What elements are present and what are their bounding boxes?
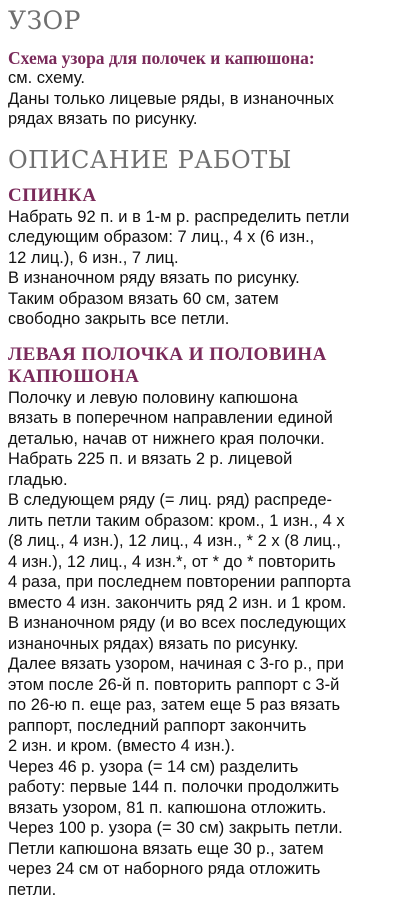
text-line: Полочку и левую половину капюшона bbox=[8, 388, 298, 407]
text-line: Через 46 р. узора (= 14 см) разделить bbox=[8, 757, 299, 776]
section-title-line: КАПЮШОНА bbox=[8, 365, 140, 387]
text-line: рядах вязать по рисунку. bbox=[8, 110, 198, 128]
text-line: Далее вязать узором, начиная с 3-го р., при bbox=[8, 655, 344, 673]
text-line: вязать в поперечном направлении единой bbox=[8, 409, 333, 427]
text-line: см. схему. bbox=[8, 69, 85, 87]
text-line: гладью. bbox=[8, 470, 68, 489]
text-line: В следующем ряду (= лиц. ряд) распреде- bbox=[8, 491, 333, 509]
text-line: деталью, начав от нижнего края полочки. bbox=[8, 429, 325, 448]
text-line: по 26-ю п. еще раз, затем еще 5 раз вязать bbox=[8, 696, 341, 714]
text-line: раппорт, последний раппорт закончить bbox=[8, 716, 307, 735]
text-line: 4 изн.), 12 лиц., 4 изн.*, от * до * повторить bbox=[8, 552, 336, 571]
pattern-heading: УЗОР bbox=[8, 6, 81, 35]
text-line: изнаночных рядах) вязать по рисунку. bbox=[8, 634, 299, 653]
text-line: В изнаночном ряду (и во всех последующих bbox=[8, 614, 347, 632]
text-line: Петли капюшона вязать еще 30 р., затем bbox=[8, 839, 324, 858]
text-line: вязать узором, 81 п. капюшона отложить. bbox=[8, 798, 327, 817]
text-line: вместо 4 изн. закончить ряд 2 изн. и 1 кром. bbox=[8, 593, 347, 612]
text-line: Таким образом вязать 60 см, затем bbox=[8, 289, 279, 308]
section-title-line: ЛЕВАЯ ПОЛОЧКА И ПОЛОВИНА bbox=[8, 343, 327, 365]
text-line: (8 лиц., 4 изн.), 12 лиц., 4 изн., * 2 х (8 лиц., bbox=[8, 532, 341, 550]
left-front-section-title bbox=[8, 344, 412, 388]
text-line: следующим образом: 7 лиц., 4 х (6 изн., bbox=[8, 228, 315, 246]
text-line: 2 изн. и кром. (вместо 4 изн.). bbox=[8, 737, 236, 755]
back-section-text bbox=[8, 207, 412, 330]
text-line: Набрать 92 п. и в 1-м р. распределить петли bbox=[8, 207, 350, 226]
text-line: через 24 см от наборного ряда отложить bbox=[8, 860, 321, 878]
text-line: этом после 26-й п. повторить раппорт с 3-й bbox=[8, 675, 340, 694]
text-line: работу: первые 144 п. полочки продолжить bbox=[8, 778, 340, 796]
text-line: Даны только лицевые ряды, в изнаночных bbox=[8, 89, 334, 108]
description-heading: ОПИСАНИЕ РАБОТЫ bbox=[8, 145, 292, 174]
text-line: В изнаночном ряду вязать по рисунку. bbox=[8, 269, 300, 287]
text-line: Набрать 225 п. и вязать 2 р. лицевой bbox=[8, 450, 293, 468]
text-line: лить петли таким образом: кром., 1 изн., 4 х bbox=[8, 511, 345, 530]
text-line: Через 100 р. узора (= 30 см) закрыть петли. bbox=[8, 819, 343, 837]
text-line: 4 раза, при последнем повторении раппорта bbox=[8, 573, 351, 591]
back-section-title: СПИНКА bbox=[8, 184, 97, 206]
text-line: петли. bbox=[8, 880, 57, 899]
left-front-section-text bbox=[8, 388, 412, 901]
text-line: 12 лиц.), 6 изн., 7 лиц. bbox=[8, 248, 179, 267]
text-line: свободно закрыть все петли. bbox=[8, 310, 230, 328]
scheme-text bbox=[8, 68, 412, 130]
scheme-title: Схема узора для полочек и капюшона: bbox=[8, 48, 315, 68]
